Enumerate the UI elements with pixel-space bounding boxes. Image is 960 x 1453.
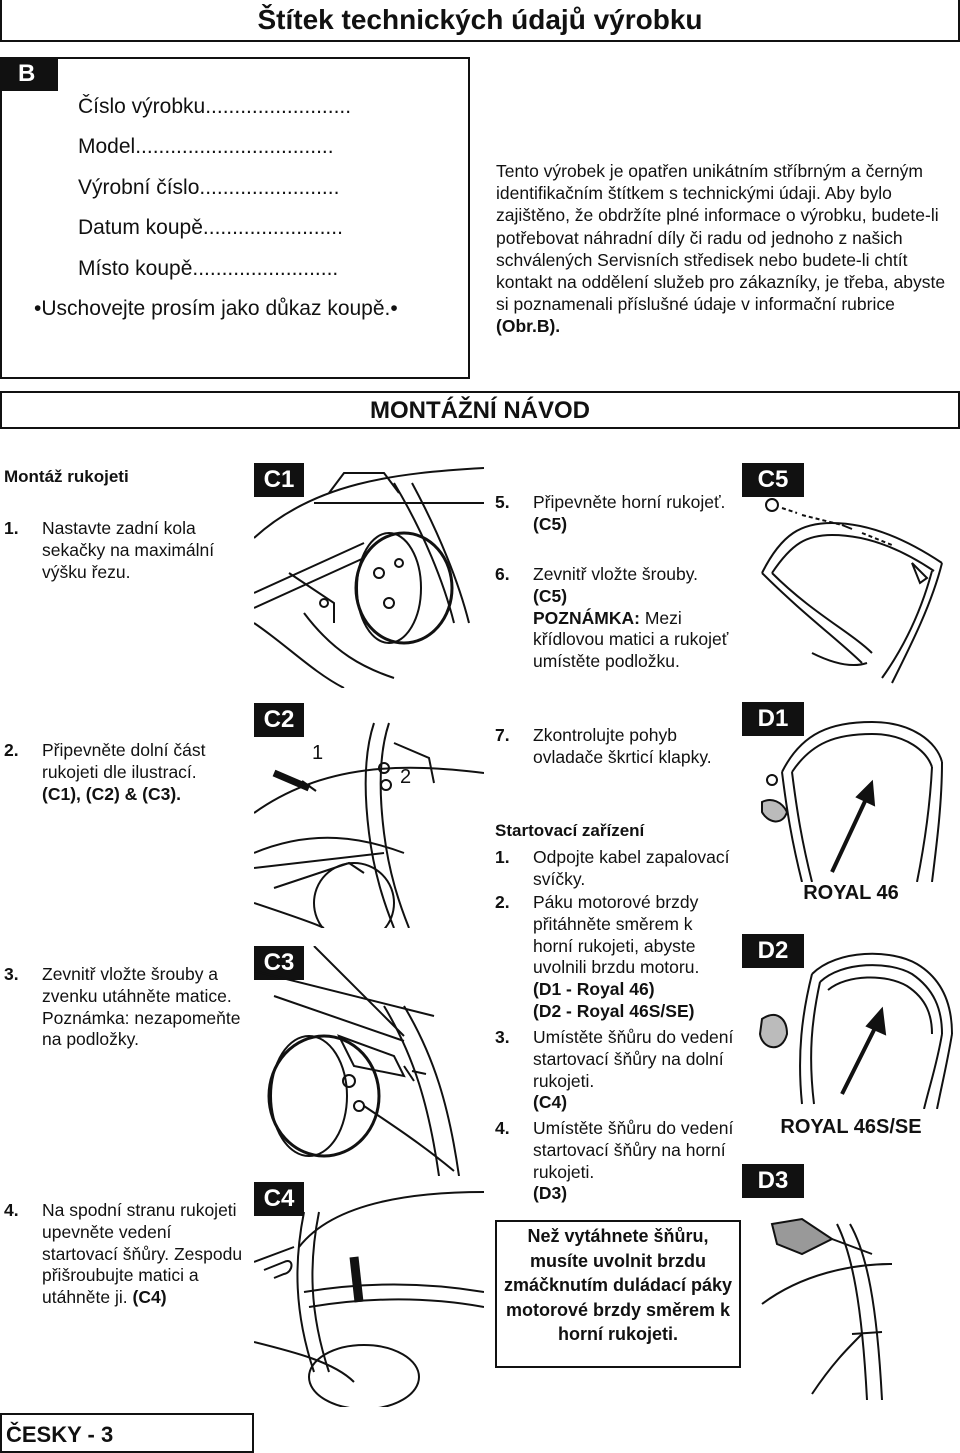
- starting-heading: Startovací zařízení: [495, 821, 645, 840]
- page-title-box: [0, 0, 960, 42]
- start-step-4: 4. Umístěte šňůru do vedení startovací šňůry na horní rukojeti. (D3): [495, 1118, 734, 1204]
- field-serial-number: Výrobní číslo........................: [78, 176, 340, 199]
- figure-label-c1: C1: [254, 463, 304, 497]
- figure-label-d3: D3: [742, 1164, 804, 1198]
- step-4: 4. Na spodní stranu rukojeti upevněte vedení startovací šňůry. Zespodu přišroubujte matici a utáhněte ji. (C4): [4, 1200, 243, 1308]
- field-purchase-date: Datum koupě........................: [78, 216, 343, 239]
- figure-d3-illustration: [742, 1164, 960, 1400]
- c2-callout-2: 2: [400, 766, 412, 788]
- brake-warning-text: Než vytáhnete šňůru, musíte uvolnit brzdu zmáčknutím duládací páky motorové brzdy směrem k horní rukojeti.: [503, 1226, 733, 1344]
- figure-tag-b: B: [0, 57, 58, 91]
- figure-label-c3: C3: [254, 946, 304, 980]
- intro-paragraph: [496, 160, 956, 338]
- step-6: 6. Zevnitř vložte šrouby. (C5) POZNÁMKA: Mezi křídlovou matici a rukojeť umístěte podložku.: [495, 564, 729, 672]
- figure-c1-illustration: [254, 463, 484, 688]
- section-title: MONTÁŽNÍ NÁVOD: [370, 397, 590, 424]
- figure-c2-illustration: [254, 703, 484, 928]
- field-model: Model..................................: [78, 135, 334, 158]
- brake-warning-box: [495, 1220, 741, 1368]
- page-title: Štítek technických údajů výrobku: [257, 4, 703, 35]
- step-7: 7. Zkontrolujte pohyb ovladače škrticí klapky.: [495, 725, 712, 767]
- page-footer: ČESKY - 3: [0, 1413, 254, 1453]
- step-3: 3. Zevnitř vložte šrouby a zvenku utáhněte matice. Poznámka: nezapomeňte na podložky.: [4, 964, 241, 1050]
- start-step-2: 2. Páku motorové brzdy přitáhněte směrem k horní rukojeti, abyste uvolnili brzdu motoru. (D1 - Royal 46) (D2 - Royal 46S/SE): [495, 892, 700, 1021]
- field-product-number: Číslo výrobku.........................: [78, 95, 352, 118]
- intro-ref: (Obr.B).: [496, 316, 561, 337]
- field-purchase-place: Místo koupě.........................: [78, 257, 339, 280]
- start-step-3: 3. Umístěte šňůru do vedení startovací šňůry na dolní rukojeti. (C4): [495, 1027, 734, 1113]
- label-royal-46s-se: ROYAL 46S/SE: [780, 1116, 922, 1138]
- figure-d2-illustration: [742, 934, 960, 1109]
- step-1: 1. Nastavte zadní kola sekačky na maximální výšku řezu.: [4, 518, 215, 582]
- figure-label-d1: D1: [742, 702, 804, 736]
- intro-text: Tento výrobek je opatřen unikátním stříbrným a černým identifikačním štítkem s technickými údaji. Aby bylo zajištěno, že obdržíte plné informace o výrobku, budete-li potřebovat náhradní díly či radu od jednoho z našich schválených Servisních středisek nebo budete-li chtít kontakt na oddělení služeb pro zákazníky, je třeba, abyste si poznamenali příslušné údaje v informační rubrice: [496, 161, 946, 315]
- figure-label-d2: D2: [742, 934, 804, 968]
- handle-assembly-heading: Montáž rukojeti: [4, 467, 129, 486]
- step-2: 2. Připevněte dolní část rukojeti dle ilustrací. (C1), (C2) & (C3).: [4, 740, 206, 804]
- figure-c4-illustration: [254, 1182, 484, 1407]
- start-step-1: 1. Odpojte kabel zapalovací svíčky.: [495, 847, 730, 889]
- figure-c3-illustration: [254, 946, 484, 1176]
- label-royal-46: ROYAL 46: [803, 882, 899, 904]
- figure-c5-illustration: [742, 463, 960, 693]
- figure-d1-illustration: [742, 702, 960, 882]
- c2-callout-1: 1: [312, 742, 324, 764]
- figure-label-c4: C4: [254, 1182, 304, 1216]
- step-5: 5. Připevněte horní rukojeť. (C5): [495, 492, 726, 534]
- figure-label-c5: C5: [742, 463, 804, 497]
- section-title-box: [0, 391, 960, 429]
- keep-proof-note: •Uschovejte prosím jako důkaz koupě.•: [34, 297, 398, 320]
- figure-label-c2: C2: [254, 703, 304, 737]
